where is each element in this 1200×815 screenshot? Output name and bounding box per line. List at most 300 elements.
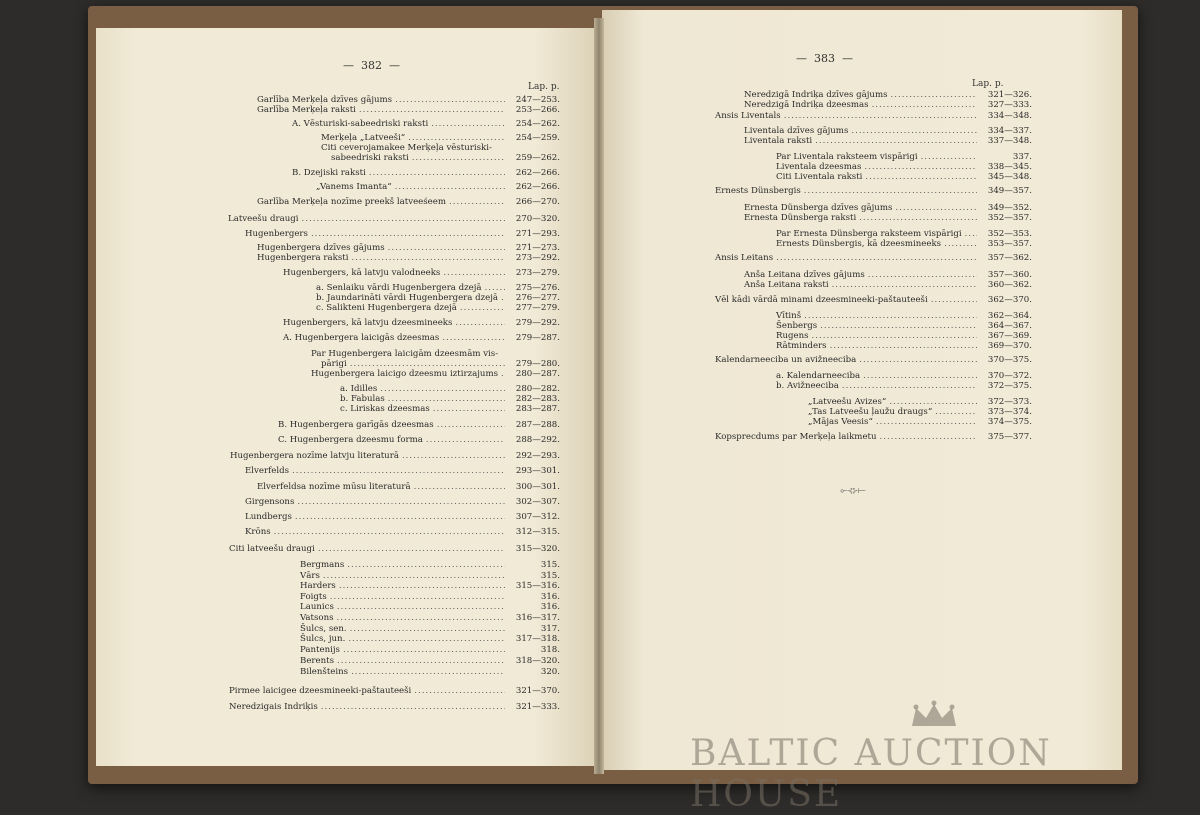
toc-entry-title: Lundbergs bbox=[245, 512, 292, 522]
toc-entry-title: Rātminders bbox=[776, 341, 827, 351]
toc-leader-dots bbox=[350, 359, 505, 369]
toc-leader-dots bbox=[412, 153, 505, 163]
toc-entry-title: a. Senlaiku vārdi Hugenbergera dzejā bbox=[316, 283, 482, 293]
toc-entry-pages: 271—293. bbox=[515, 229, 560, 239]
book-gutter bbox=[594, 18, 604, 774]
toc-entry-title: Šulcs, jun. bbox=[300, 634, 346, 644]
toc-leader-dots bbox=[449, 197, 505, 207]
toc-entry-pages: 369—370. bbox=[987, 341, 1032, 351]
toc-entry bbox=[300, 645, 560, 655]
toc-leader-dots bbox=[437, 420, 505, 430]
toc-leader-dots bbox=[842, 381, 977, 391]
toc-entry-pages: 254—262. bbox=[515, 119, 560, 129]
toc-entry bbox=[300, 667, 560, 677]
toc-entry-title: Šenbergs bbox=[776, 321, 818, 331]
toc-leader-dots bbox=[337, 656, 505, 666]
toc-entry-pages: 334—348. bbox=[987, 111, 1032, 121]
toc-entry-pages: 337. bbox=[1012, 152, 1032, 162]
toc-entry-pages: 338—345. bbox=[987, 162, 1032, 172]
toc-entry-pages: 262—266. bbox=[515, 168, 560, 178]
toc-entry-pages: 352—353. bbox=[987, 229, 1032, 239]
toc-leader-dots bbox=[784, 111, 977, 121]
toc-leader-dots bbox=[804, 186, 977, 196]
toc-entry-title: b. Avižneeciba bbox=[776, 381, 839, 391]
toc-entry-pages: 271—273. bbox=[515, 243, 560, 253]
toc-leader-dots bbox=[433, 404, 505, 414]
toc-entry bbox=[744, 136, 1032, 146]
toc-entry-title: Par Hugenbergera laicigām dzeesmām vis- bbox=[311, 349, 499, 359]
toc-entry bbox=[283, 268, 560, 278]
toc-entry-pages: 277—279. bbox=[515, 303, 560, 313]
toc-entry-pages: 321—370. bbox=[515, 686, 560, 696]
toc-entry bbox=[292, 168, 560, 178]
toc-leader-dots bbox=[297, 497, 505, 507]
toc-entry-title: c. Salikteni Hugenbergera dzejā bbox=[316, 303, 457, 313]
toc-entry-pages: 318—320. bbox=[515, 656, 560, 666]
toc-entry bbox=[744, 100, 1032, 110]
toc-entry bbox=[300, 571, 560, 581]
toc-entry-title: „Vanems Imanta“ bbox=[316, 182, 392, 192]
toc-entry bbox=[300, 560, 560, 570]
toc-entry-title: Hugenbergers, kā latvju dzeesmineeks bbox=[283, 318, 453, 328]
toc-entry bbox=[340, 384, 560, 394]
toc-leader-dots bbox=[501, 369, 505, 379]
toc-entry-pages: 315. bbox=[540, 560, 560, 570]
toc-entry-pages: 321—326. bbox=[987, 90, 1032, 100]
toc-leader-dots bbox=[455, 318, 505, 328]
watermark-text: BALTIC AUCTION HOUSE bbox=[690, 733, 1052, 815]
toc-entry-title: „Latveešu Avizes“ bbox=[808, 397, 887, 407]
toc-leader-dots bbox=[323, 571, 505, 581]
toc-leader-dots bbox=[318, 544, 505, 554]
toc-entry-title: Kalendarneeciba un avižneeciba bbox=[715, 355, 857, 365]
toc-entry-title: Citi Liventala raksti bbox=[776, 172, 863, 182]
toc-entry bbox=[776, 371, 1032, 381]
toc-entry-title: Anša Leitana dzīves gājums bbox=[744, 270, 865, 280]
toc-entry-pages: 321—333. bbox=[515, 702, 560, 712]
toc-leader-dots bbox=[414, 686, 505, 696]
toc-entry-pages: 316. bbox=[540, 602, 560, 612]
toc-entry-pages: 370—375. bbox=[987, 355, 1032, 365]
toc-entry-title: Liventala dzīves gājums bbox=[744, 126, 849, 136]
toc-entry-pages: 282—283. bbox=[515, 394, 560, 404]
toc-leader-dots bbox=[891, 90, 977, 100]
toc-entry-pages: 279—280. bbox=[515, 359, 560, 369]
toc-entry bbox=[808, 417, 1032, 427]
toc-entry bbox=[776, 321, 1032, 331]
toc-leader-dots bbox=[804, 311, 977, 321]
toc-entry-title: c. Liriskas dzeesmas bbox=[340, 404, 430, 414]
toc-entry-pages: 315. bbox=[540, 571, 560, 581]
toc-entry bbox=[300, 592, 560, 602]
toc-leader-dots bbox=[347, 560, 505, 570]
toc-entry bbox=[300, 602, 560, 612]
toc-leader-dots bbox=[337, 602, 505, 612]
toc-entry-pages: 288—292. bbox=[515, 435, 560, 445]
toc-entry bbox=[300, 613, 560, 623]
toc-entry-title: C. Hugenbergera dzeesmu forma bbox=[278, 435, 423, 445]
toc-entry-title: Vatsons bbox=[300, 613, 334, 623]
toc-entry-pages: 375—377. bbox=[987, 432, 1032, 442]
toc-entry bbox=[245, 497, 560, 507]
toc-entry bbox=[744, 90, 1032, 100]
toc-entry-title: Hugenbergers bbox=[245, 229, 308, 239]
toc-entry bbox=[744, 280, 1032, 290]
toc-leader-dots bbox=[369, 168, 505, 178]
toc-entry-title: Neredzigā Indriķa dzīves gājums bbox=[744, 90, 888, 100]
toc-entry-pages: 292—293. bbox=[515, 451, 560, 461]
toc-entry-title: Hugenbergera laicigo dzeesmu iztirzajums bbox=[311, 369, 499, 379]
toc-entry bbox=[316, 293, 560, 303]
toc-entry-pages: 283—287. bbox=[515, 404, 560, 414]
toc-entry-pages: 373—374. bbox=[987, 407, 1032, 417]
toc-leader-dots bbox=[868, 270, 977, 280]
toc-entry-pages: 362—364. bbox=[987, 311, 1032, 321]
toc-entry-title: A. Vēsturiski-sabeedriski raksti bbox=[292, 119, 429, 129]
toc-leader-dots bbox=[388, 394, 505, 404]
toc-leader-dots bbox=[426, 435, 505, 445]
toc-entry-title: Vēl kādi vārdā minami dzeesmineeki-paštauteeši bbox=[715, 295, 928, 305]
toc-entry-pages: 293—301. bbox=[515, 466, 560, 476]
ornament-divider: ⟜⊰⊱⟝ bbox=[840, 486, 866, 496]
toc-entry-pages: 316—317. bbox=[515, 613, 560, 623]
toc-entry-pages: 320. bbox=[540, 667, 560, 677]
toc-leader-dots bbox=[931, 295, 977, 305]
toc-leader-dots bbox=[442, 333, 505, 343]
toc-entry-title: Par Liventala raksteem vispārigi bbox=[776, 152, 918, 162]
toc-entry-title: Ernests Dünsbergis bbox=[715, 186, 801, 196]
toc-entry bbox=[300, 656, 560, 666]
right-column-header: Lap. p. bbox=[972, 79, 1004, 89]
toc-entry-title: Hugenbergera raksti bbox=[257, 253, 349, 263]
toc-entry-title: Garlība Merķeļa dzīves gājums bbox=[257, 95, 393, 105]
toc-entry-title: Ansis Leitans bbox=[715, 253, 774, 263]
toc-leader-dots bbox=[351, 667, 505, 677]
toc-entry-title: Ansis Liventals bbox=[715, 111, 781, 121]
toc-entry-title: Elverfelds bbox=[245, 466, 289, 476]
toc-entry-pages: 357—362. bbox=[987, 253, 1032, 263]
toc-leader-dots bbox=[820, 321, 977, 331]
toc-entry-pages: 247—253. bbox=[515, 95, 560, 105]
toc-entry-pages: 262—266. bbox=[515, 182, 560, 192]
toc-entry-title: Liventala raksti bbox=[744, 136, 813, 146]
toc-leader-dots bbox=[944, 239, 977, 249]
toc-entry-pages: 362—370. bbox=[987, 295, 1032, 305]
toc-leader-dots bbox=[359, 105, 505, 115]
toc-entry-title: B. Hugenbergera garīgās dzeesmas bbox=[278, 420, 434, 430]
toc-entry-pages: 345—348. bbox=[987, 172, 1032, 182]
toc-entry-pages: 273—292. bbox=[515, 253, 560, 263]
toc-leader-dots bbox=[351, 253, 505, 263]
toc-leader-dots bbox=[339, 581, 505, 591]
toc-entry-title: Bilenšteins bbox=[300, 667, 349, 677]
toc-entry bbox=[300, 624, 560, 634]
toc-entry bbox=[744, 270, 1032, 280]
toc-entry bbox=[278, 435, 560, 445]
toc-entry-pages: 349—357. bbox=[987, 186, 1032, 196]
toc-leader-dots bbox=[414, 482, 505, 492]
toc-entry-title: b. Jaundarināti vārdi Hugenbergera dzejā bbox=[316, 293, 499, 303]
toc-entry-title: Ernesta Dünsberga raksti bbox=[744, 213, 857, 223]
left-column-header: Lap. p. bbox=[528, 82, 560, 92]
toc-entry-title: Vārs bbox=[300, 571, 320, 581]
toc-entry bbox=[776, 152, 1032, 162]
toc-entry-pages: 372—373. bbox=[987, 397, 1032, 407]
toc-leader-dots bbox=[321, 702, 505, 712]
toc-entry-pages: 349—352. bbox=[987, 203, 1032, 213]
toc-entry-title: Launics bbox=[300, 602, 334, 612]
toc-leader-dots bbox=[889, 397, 977, 407]
toc-leader-dots bbox=[274, 527, 505, 537]
toc-leader-dots bbox=[348, 634, 505, 644]
toc-leader-dots bbox=[815, 136, 977, 146]
toc-entry bbox=[257, 105, 560, 115]
toc-entry-pages: 337—348. bbox=[987, 136, 1032, 146]
toc-entry bbox=[321, 133, 560, 143]
toc-entry-title: Hugenbergera dzīves gājums bbox=[257, 243, 385, 253]
toc-entry bbox=[283, 318, 560, 328]
toc-entry-title: Berents bbox=[300, 656, 334, 666]
toc-leader-dots bbox=[921, 152, 977, 162]
toc-leader-dots bbox=[388, 243, 505, 253]
toc-leader-dots bbox=[859, 355, 977, 365]
toc-entry-pages: 364—367. bbox=[987, 321, 1032, 331]
toc-entry bbox=[744, 203, 1032, 213]
toc-entry-title: Foigts bbox=[300, 592, 327, 602]
toc-entry bbox=[340, 394, 560, 404]
toc-entry bbox=[257, 197, 560, 207]
toc-entry-pages: 300—301. bbox=[515, 482, 560, 492]
toc-entry-pages: 318. bbox=[540, 645, 560, 655]
toc-entry bbox=[283, 333, 560, 343]
toc-entry-title: pārigi bbox=[321, 359, 347, 369]
toc-entry bbox=[292, 119, 560, 129]
toc-leader-dots bbox=[292, 466, 505, 476]
toc-leader-dots bbox=[876, 417, 977, 427]
toc-entry-title: a. Kalendarneeciba bbox=[776, 371, 861, 381]
toc-entry-title: Neredzigā Indriķa dzeesmas bbox=[744, 100, 869, 110]
toc-entry bbox=[776, 381, 1032, 391]
toc-entry bbox=[808, 397, 1032, 407]
toc-leader-dots bbox=[865, 172, 977, 182]
toc-entry-title: Vītinš bbox=[776, 311, 802, 321]
toc-entry bbox=[744, 126, 1032, 136]
toc-leader-dots bbox=[859, 213, 977, 223]
toc-leader-dots bbox=[350, 624, 505, 634]
toc-entry-title: Anša Leitana raksti bbox=[744, 280, 829, 290]
toc-entry bbox=[245, 527, 560, 537]
toc-leader-dots bbox=[851, 126, 977, 136]
toc-entry bbox=[715, 295, 1032, 305]
toc-entry-title: Neredzigais Indriķis bbox=[229, 702, 318, 712]
toc-entry-pages: 259—262. bbox=[515, 153, 560, 163]
toc-leader-dots bbox=[935, 407, 977, 417]
toc-entry bbox=[300, 581, 560, 591]
toc-entry-pages: 273—279. bbox=[515, 268, 560, 278]
toc-entry bbox=[229, 686, 560, 696]
toc-leader-dots bbox=[408, 133, 505, 143]
toc-entry bbox=[316, 182, 560, 192]
toc-entry bbox=[230, 451, 560, 461]
toc-entry-pages: 280—282. bbox=[515, 384, 560, 394]
toc-entry-title: b. Fabulas bbox=[340, 394, 385, 404]
toc-entry-pages: 279—287. bbox=[515, 333, 560, 343]
toc-entry-title: Hugenbergera nozīme latvju literaturā bbox=[230, 451, 399, 461]
crown-icon bbox=[908, 700, 960, 730]
toc-entry-title: Ernesta Dünsberga dzīves gājums bbox=[744, 203, 893, 213]
toc-entry bbox=[245, 466, 560, 476]
toc-leader-dots bbox=[295, 512, 505, 522]
toc-leader-dots bbox=[337, 613, 505, 623]
right-page-number: — 383 — bbox=[796, 52, 853, 65]
toc-leader-dots bbox=[395, 95, 505, 105]
toc-entry-pages: 334—337. bbox=[987, 126, 1032, 136]
toc-entry bbox=[321, 143, 560, 153]
toc-leader-dots bbox=[431, 119, 505, 129]
toc-entry-title: Elverfeldsa nozīme mūsu literaturā bbox=[257, 482, 411, 492]
toc-entry-title: Liventala dzeesmas bbox=[776, 162, 862, 172]
toc-entry-title: a. Idilles bbox=[340, 384, 378, 394]
toc-entry-title: Kopsprecdums par Merķeļa laikmetu bbox=[715, 432, 877, 442]
toc-entry-title: Harders bbox=[300, 581, 336, 591]
toc-entry-title: Citi ceverojamakee Merķeļa vēsturiski- bbox=[321, 143, 492, 153]
toc-entry bbox=[316, 303, 560, 313]
toc-entry-pages: 315—316. bbox=[515, 581, 560, 591]
toc-entry bbox=[316, 283, 560, 293]
toc-leader-dots bbox=[460, 303, 505, 313]
toc-entry bbox=[229, 544, 560, 554]
toc-entry bbox=[257, 253, 560, 263]
toc-entry-pages: 315—320. bbox=[515, 544, 560, 554]
toc-entry-pages: 353—357. bbox=[987, 239, 1032, 249]
toc-leader-dots bbox=[501, 293, 505, 303]
toc-entry bbox=[278, 420, 560, 430]
toc-entry bbox=[808, 407, 1032, 417]
toc-entry-title: Par Ernesta Dünsberga raksteem vispārigi bbox=[776, 229, 962, 239]
toc-leader-dots bbox=[395, 182, 505, 192]
toc-entry bbox=[311, 369, 560, 379]
toc-entry-pages: 302—307. bbox=[515, 497, 560, 507]
toc-entry-title: Hugenbergers, kā latvju valodneeks bbox=[283, 268, 441, 278]
toc-entry-title: Citi latveešu draugi bbox=[229, 544, 315, 554]
toc-leader-dots bbox=[965, 229, 977, 239]
toc-entry-title: „Tas Latveešu ļaužu draugs“ bbox=[808, 407, 933, 417]
toc-entry-title: Rugens bbox=[776, 331, 809, 341]
toc-entry-pages: 367—369. bbox=[987, 331, 1032, 341]
toc-entry bbox=[257, 95, 560, 105]
toc-leader-dots bbox=[443, 268, 505, 278]
toc-entry-title: „Mājas Veesis“ bbox=[808, 417, 873, 427]
toc-entry-pages: 374—375. bbox=[987, 417, 1032, 427]
toc-entry bbox=[257, 482, 560, 492]
toc-entry bbox=[321, 359, 560, 369]
toc-leader-dots bbox=[880, 432, 977, 442]
toc-entry-pages: 266—270. bbox=[515, 197, 560, 207]
toc-leader-dots bbox=[776, 253, 977, 263]
toc-leader-dots bbox=[311, 229, 505, 239]
toc-entry-pages: 317—318. bbox=[515, 634, 560, 644]
toc-entry-pages: 360—362. bbox=[987, 280, 1032, 290]
toc-entry bbox=[257, 243, 560, 253]
toc-entry bbox=[776, 172, 1032, 182]
toc-entry-pages: 254—259. bbox=[515, 133, 560, 143]
toc-leader-dots bbox=[343, 645, 505, 655]
toc-entry-pages: 357—360. bbox=[987, 270, 1032, 280]
toc-entry bbox=[715, 432, 1032, 442]
toc-entry-title: Bergmans bbox=[300, 560, 345, 570]
toc-entry-title: Pantenijs bbox=[300, 645, 340, 655]
toc-leader-dots bbox=[830, 341, 977, 351]
toc-entry bbox=[229, 702, 560, 712]
toc-entry bbox=[776, 331, 1032, 341]
toc-entry bbox=[715, 355, 1032, 365]
toc-leader-dots bbox=[863, 371, 977, 381]
toc-leader-dots bbox=[895, 203, 977, 213]
toc-entry-title: Garlība Merķeļa nozīme preekš latveeśeem bbox=[257, 197, 447, 207]
toc-entry bbox=[715, 186, 1032, 196]
toc-entry bbox=[331, 153, 560, 163]
toc-entry-pages: 287—288. bbox=[515, 420, 560, 430]
toc-entry bbox=[245, 512, 560, 522]
toc-leader-dots bbox=[864, 162, 977, 172]
toc-leader-dots bbox=[485, 283, 505, 293]
toc-entry-title: A. Hugenbergera laicigās dzeesmas bbox=[283, 333, 440, 343]
toc-leader-dots bbox=[812, 331, 977, 341]
toc-entry bbox=[340, 404, 560, 414]
toc-entry bbox=[311, 349, 560, 359]
toc-entry-title: Krōns bbox=[245, 527, 271, 537]
toc-entry bbox=[776, 311, 1032, 321]
toc-entry-pages: 279—292. bbox=[515, 318, 560, 328]
toc-leader-dots bbox=[832, 280, 977, 290]
toc-entry-pages: 317. bbox=[540, 624, 560, 634]
toc-entry-pages: 352—357. bbox=[987, 213, 1032, 223]
toc-entry-title: Šulcs, sen. bbox=[300, 624, 347, 634]
toc-entry bbox=[715, 253, 1032, 263]
toc-entry-pages: 372—375. bbox=[987, 381, 1032, 391]
toc-entry-title: sabeedriski raksti bbox=[331, 153, 409, 163]
toc-leader-dots bbox=[302, 214, 505, 224]
toc-entry bbox=[776, 341, 1032, 351]
toc-entry-title: Pirmee laicigee dzeesmineeki-paštauteeši bbox=[229, 686, 412, 696]
toc-entry bbox=[300, 634, 560, 644]
toc-entry-pages: 270—320. bbox=[515, 214, 560, 224]
toc-leader-dots bbox=[380, 384, 505, 394]
toc-entry-title: Ernests Dünsbergis, kā dzeesmineeks bbox=[776, 239, 942, 249]
toc-entry bbox=[744, 213, 1032, 223]
toc-entry bbox=[776, 239, 1032, 249]
toc-entry-pages: 307—312. bbox=[515, 512, 560, 522]
toc-leader-dots bbox=[872, 100, 977, 110]
toc-leader-dots bbox=[402, 451, 505, 461]
toc-entry-pages: 312—315. bbox=[515, 527, 560, 537]
toc-entry-title: Merķeļa „Latveeši“ bbox=[321, 133, 406, 143]
toc-entry-title: Girgensons bbox=[245, 497, 295, 507]
toc-entry bbox=[715, 111, 1032, 121]
left-page-number: — 382 — bbox=[343, 59, 400, 72]
toc-entry-pages: 327—333. bbox=[987, 100, 1032, 110]
toc-entry-title: B. Dzejiski raksti bbox=[292, 168, 366, 178]
toc-entry-pages: 253—266. bbox=[515, 105, 560, 115]
toc-entry bbox=[776, 162, 1032, 172]
toc-entry-pages: 316. bbox=[540, 592, 560, 602]
toc-leader-dots bbox=[330, 592, 505, 602]
toc-entry-title: Garlība Merķeļa raksti bbox=[257, 105, 356, 115]
toc-entry-title: Latveešu draugi bbox=[228, 214, 299, 224]
toc-entry bbox=[228, 214, 560, 224]
toc-entry bbox=[776, 229, 1032, 239]
toc-entry-pages: 276—277. bbox=[515, 293, 560, 303]
